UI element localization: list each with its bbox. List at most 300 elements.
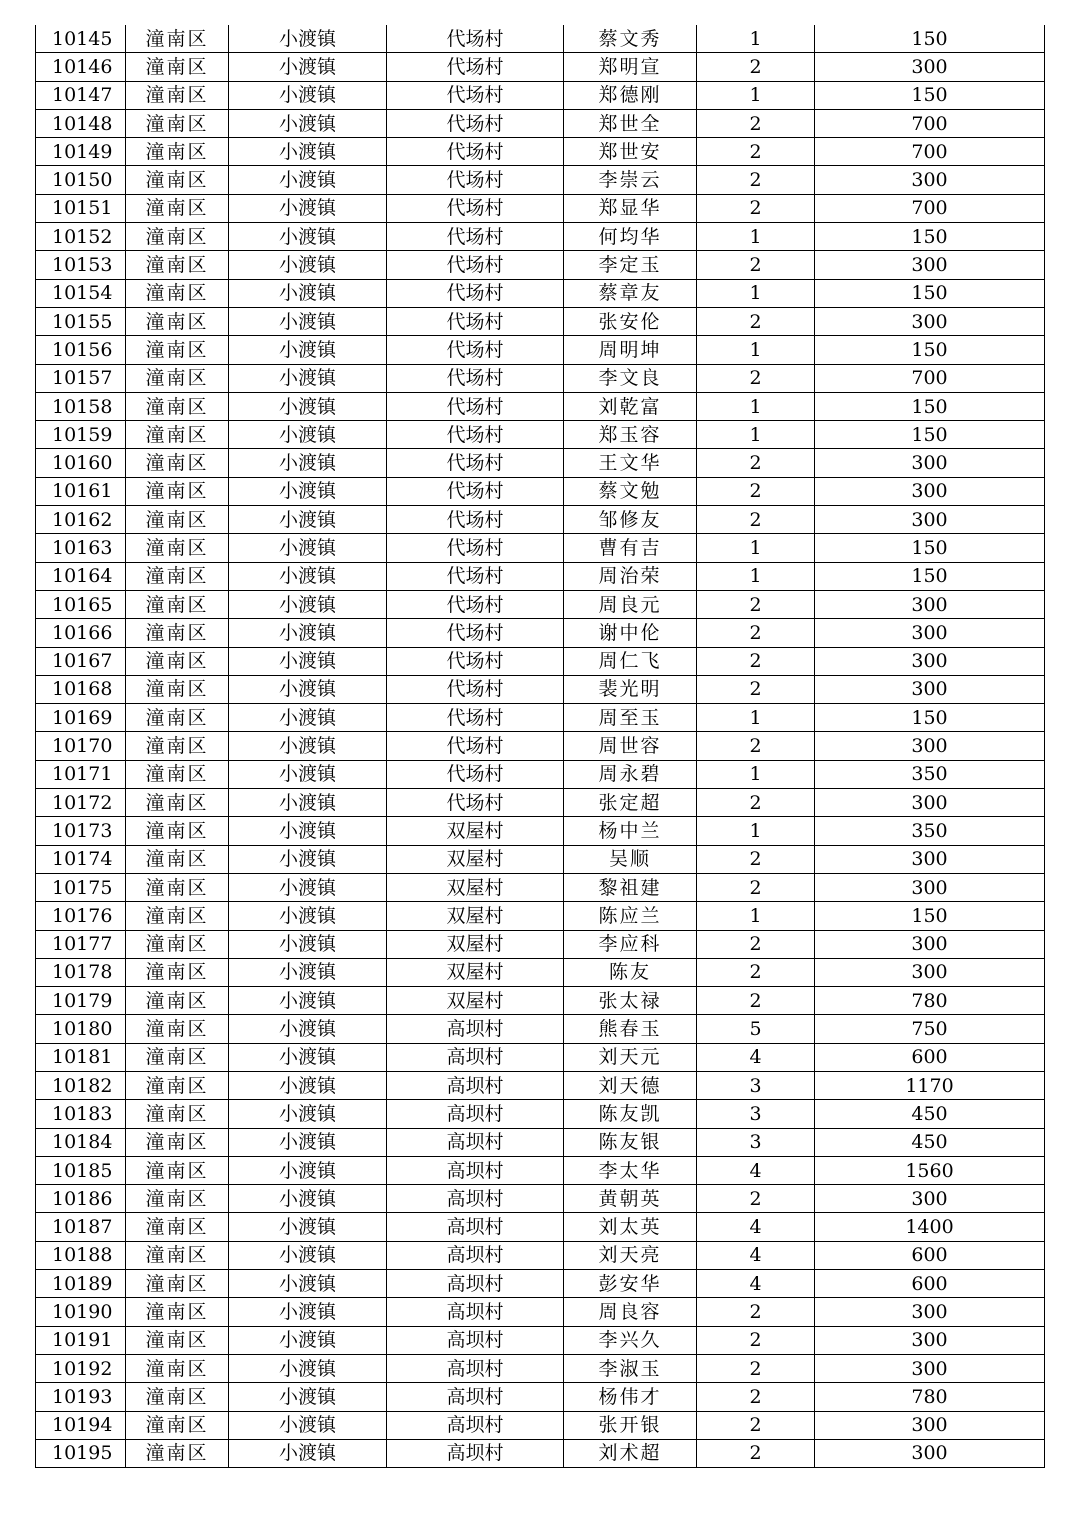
district-cell: 潼南区 [126, 619, 229, 647]
village-cell: 双屋村 [387, 873, 564, 901]
name-cell: 周良容 [564, 1298, 697, 1326]
name-cell: 周仁飞 [564, 647, 697, 675]
town-cell: 小渡镇 [229, 109, 387, 137]
district-cell: 潼南区 [126, 1071, 229, 1099]
table-row [36, 760, 1045, 788]
table-row [36, 53, 1045, 81]
serial-number-cell: 10170 [36, 732, 126, 760]
town-cell: 小渡镇 [229, 562, 387, 590]
household-size-cell: 1 [697, 25, 815, 53]
serial-number-cell: 10168 [36, 675, 126, 703]
household-size-cell: 1 [697, 902, 815, 930]
household-size-cell: 2 [697, 987, 815, 1015]
amount-cell: 700 [815, 194, 1045, 222]
table-row [36, 732, 1045, 760]
village-cell: 高坝村 [387, 1100, 564, 1128]
village-cell: 代场村 [387, 562, 564, 590]
amount-cell: 700 [815, 364, 1045, 392]
table-row [36, 364, 1045, 392]
name-cell: 周永碧 [564, 760, 697, 788]
serial-number-cell: 10146 [36, 53, 126, 81]
serial-number-cell: 10190 [36, 1298, 126, 1326]
town-cell: 小渡镇 [229, 392, 387, 420]
town-cell: 小渡镇 [229, 873, 387, 901]
name-cell: 刘术超 [564, 1439, 697, 1467]
district-cell: 潼南区 [126, 987, 229, 1015]
village-cell: 代场村 [387, 223, 564, 251]
village-cell: 代场村 [387, 760, 564, 788]
serial-number-cell: 10172 [36, 789, 126, 817]
town-cell: 小渡镇 [229, 789, 387, 817]
household-size-cell: 1 [697, 392, 815, 420]
amount-cell: 300 [815, 1326, 1045, 1354]
table-row [36, 506, 1045, 534]
household-size-cell: 2 [697, 53, 815, 81]
serial-number-cell: 10192 [36, 1354, 126, 1382]
table-row [36, 477, 1045, 505]
table-row [36, 223, 1045, 251]
household-size-cell: 1 [697, 704, 815, 732]
village-cell: 高坝村 [387, 1383, 564, 1411]
serial-number-cell: 10166 [36, 619, 126, 647]
name-cell: 张开银 [564, 1411, 697, 1439]
name-cell: 陈友银 [564, 1128, 697, 1156]
district-cell: 潼南区 [126, 902, 229, 930]
name-cell: 李兴久 [564, 1326, 697, 1354]
serial-number-cell: 10157 [36, 364, 126, 392]
district-cell: 潼南区 [126, 1383, 229, 1411]
district-cell: 潼南区 [126, 1185, 229, 1213]
village-cell: 代场村 [387, 449, 564, 477]
village-cell: 高坝村 [387, 1128, 564, 1156]
table-row [36, 1411, 1045, 1439]
town-cell: 小渡镇 [229, 704, 387, 732]
name-cell: 李崇云 [564, 166, 697, 194]
household-size-cell: 2 [697, 930, 815, 958]
serial-number-cell: 10167 [36, 647, 126, 675]
village-cell: 双屋村 [387, 845, 564, 873]
amount-cell: 350 [815, 817, 1045, 845]
table-row [36, 1156, 1045, 1184]
household-size-cell: 5 [697, 1015, 815, 1043]
serial-number-cell: 10147 [36, 81, 126, 109]
serial-number-cell: 10148 [36, 109, 126, 137]
name-cell: 蔡文秀 [564, 25, 697, 53]
household-size-cell: 1 [697, 421, 815, 449]
village-cell: 代场村 [387, 789, 564, 817]
serial-number-cell: 10194 [36, 1411, 126, 1439]
amount-cell: 300 [815, 619, 1045, 647]
name-cell: 刘天亮 [564, 1241, 697, 1269]
name-cell: 郑德刚 [564, 81, 697, 109]
district-cell: 潼南区 [126, 194, 229, 222]
serial-number-cell: 10169 [36, 704, 126, 732]
name-cell: 李淑玉 [564, 1354, 697, 1382]
household-size-cell: 2 [697, 194, 815, 222]
household-size-cell: 2 [697, 647, 815, 675]
household-size-cell: 4 [697, 1213, 815, 1241]
village-cell: 代场村 [387, 109, 564, 137]
name-cell: 杨中兰 [564, 817, 697, 845]
town-cell: 小渡镇 [229, 1071, 387, 1099]
name-cell: 郑显华 [564, 194, 697, 222]
town-cell: 小渡镇 [229, 194, 387, 222]
household-size-cell: 2 [697, 873, 815, 901]
serial-number-cell: 10176 [36, 902, 126, 930]
town-cell: 小渡镇 [229, 25, 387, 53]
town-cell: 小渡镇 [229, 1354, 387, 1382]
village-cell: 双屋村 [387, 817, 564, 845]
name-cell: 陈友 [564, 958, 697, 986]
district-cell: 潼南区 [126, 845, 229, 873]
household-size-cell: 2 [697, 958, 815, 986]
table-row [36, 817, 1045, 845]
serial-number-cell: 10177 [36, 930, 126, 958]
serial-number-cell: 10186 [36, 1185, 126, 1213]
town-cell: 小渡镇 [229, 138, 387, 166]
serial-number-cell: 10188 [36, 1241, 126, 1269]
table-row [36, 109, 1045, 137]
amount-cell: 450 [815, 1100, 1045, 1128]
serial-number-cell: 10152 [36, 223, 126, 251]
village-cell: 高坝村 [387, 1354, 564, 1382]
household-size-cell: 4 [697, 1241, 815, 1269]
district-cell: 潼南区 [126, 590, 229, 618]
town-cell: 小渡镇 [229, 1411, 387, 1439]
name-cell: 蔡文勉 [564, 477, 697, 505]
amount-cell: 350 [815, 760, 1045, 788]
serial-number-cell: 10189 [36, 1270, 126, 1298]
name-cell: 张安伦 [564, 307, 697, 335]
table-row [36, 81, 1045, 109]
district-cell: 潼南区 [126, 81, 229, 109]
table-row [36, 307, 1045, 335]
serial-number-cell: 10179 [36, 987, 126, 1015]
village-cell: 高坝村 [387, 1298, 564, 1326]
village-cell: 双屋村 [387, 987, 564, 1015]
serial-number-cell: 10158 [36, 392, 126, 420]
town-cell: 小渡镇 [229, 1015, 387, 1043]
name-cell: 蔡章友 [564, 279, 697, 307]
district-cell: 潼南区 [126, 364, 229, 392]
amount-cell: 300 [815, 53, 1045, 81]
town-cell: 小渡镇 [229, 1156, 387, 1184]
serial-number-cell: 10165 [36, 590, 126, 618]
household-size-cell: 2 [697, 307, 815, 335]
district-cell: 潼南区 [126, 336, 229, 364]
name-cell: 谢中伦 [564, 619, 697, 647]
town-cell: 小渡镇 [229, 336, 387, 364]
serial-number-cell: 10187 [36, 1213, 126, 1241]
serial-number-cell: 10184 [36, 1128, 126, 1156]
household-size-cell: 2 [697, 1354, 815, 1382]
household-size-cell: 2 [697, 1326, 815, 1354]
serial-number-cell: 10155 [36, 307, 126, 335]
name-cell: 杨伟才 [564, 1383, 697, 1411]
amount-cell: 300 [815, 732, 1045, 760]
name-cell: 何均华 [564, 223, 697, 251]
household-size-cell: 2 [697, 675, 815, 703]
amount-cell: 1400 [815, 1213, 1045, 1241]
amount-cell: 300 [815, 251, 1045, 279]
name-cell: 周至玉 [564, 704, 697, 732]
town-cell: 小渡镇 [229, 251, 387, 279]
household-size-cell: 2 [697, 1411, 815, 1439]
village-cell: 代场村 [387, 364, 564, 392]
serial-number-cell: 10191 [36, 1326, 126, 1354]
amount-cell: 300 [815, 477, 1045, 505]
table-row [36, 421, 1045, 449]
table-row [36, 1185, 1045, 1213]
town-cell: 小渡镇 [229, 279, 387, 307]
town-cell: 小渡镇 [229, 930, 387, 958]
table-row [36, 704, 1045, 732]
district-cell: 潼南区 [126, 279, 229, 307]
district-cell: 潼南区 [126, 1128, 229, 1156]
district-cell: 潼南区 [126, 675, 229, 703]
village-cell: 代场村 [387, 392, 564, 420]
table-row [36, 534, 1045, 562]
household-size-cell: 2 [697, 138, 815, 166]
household-size-cell: 2 [697, 1298, 815, 1326]
name-cell: 黎祖建 [564, 873, 697, 901]
district-cell: 潼南区 [126, 1043, 229, 1071]
town-cell: 小渡镇 [229, 647, 387, 675]
serial-number-cell: 10149 [36, 138, 126, 166]
amount-cell: 150 [815, 81, 1045, 109]
district-cell: 潼南区 [126, 562, 229, 590]
serial-number-cell: 10160 [36, 449, 126, 477]
village-cell: 高坝村 [387, 1411, 564, 1439]
name-cell: 郑世安 [564, 138, 697, 166]
household-size-cell: 2 [697, 1383, 815, 1411]
town-cell: 小渡镇 [229, 1241, 387, 1269]
household-size-cell: 2 [697, 590, 815, 618]
household-size-cell: 2 [697, 477, 815, 505]
amount-cell: 300 [815, 958, 1045, 986]
table-row [36, 1213, 1045, 1241]
table-row [36, 675, 1045, 703]
household-size-cell: 1 [697, 336, 815, 364]
serial-number-cell: 10195 [36, 1439, 126, 1467]
town-cell: 小渡镇 [229, 307, 387, 335]
district-cell: 潼南区 [126, 817, 229, 845]
name-cell: 周治荣 [564, 562, 697, 590]
town-cell: 小渡镇 [229, 1185, 387, 1213]
name-cell: 周良元 [564, 590, 697, 618]
amount-cell: 700 [815, 138, 1045, 166]
town-cell: 小渡镇 [229, 817, 387, 845]
village-cell: 高坝村 [387, 1270, 564, 1298]
table-row [36, 987, 1045, 1015]
amount-cell: 300 [815, 1354, 1045, 1382]
district-cell: 潼南区 [126, 1354, 229, 1382]
name-cell: 裴光明 [564, 675, 697, 703]
town-cell: 小渡镇 [229, 1326, 387, 1354]
district-cell: 潼南区 [126, 789, 229, 817]
town-cell: 小渡镇 [229, 449, 387, 477]
amount-cell: 300 [815, 307, 1045, 335]
town-cell: 小渡镇 [229, 675, 387, 703]
household-size-cell: 1 [697, 223, 815, 251]
amount-cell: 300 [815, 1411, 1045, 1439]
amount-cell: 300 [815, 506, 1045, 534]
amount-cell: 150 [815, 704, 1045, 732]
village-cell: 代场村 [387, 53, 564, 81]
district-cell: 潼南区 [126, 1439, 229, 1467]
village-cell: 双屋村 [387, 902, 564, 930]
town-cell: 小渡镇 [229, 223, 387, 251]
amount-cell: 150 [815, 562, 1045, 590]
household-size-cell: 2 [697, 364, 815, 392]
town-cell: 小渡镇 [229, 1383, 387, 1411]
name-cell: 周世容 [564, 732, 697, 760]
name-cell: 郑明宣 [564, 53, 697, 81]
amount-cell: 600 [815, 1241, 1045, 1269]
table-row [36, 789, 1045, 817]
district-cell: 潼南区 [126, 307, 229, 335]
household-size-cell: 2 [697, 449, 815, 477]
amount-cell: 750 [815, 1015, 1045, 1043]
district-cell: 潼南区 [126, 873, 229, 901]
district-cell: 潼南区 [126, 53, 229, 81]
name-cell: 吴顺 [564, 845, 697, 873]
town-cell: 小渡镇 [229, 902, 387, 930]
table-row [36, 1071, 1045, 1099]
household-size-cell: 2 [697, 251, 815, 279]
district-cell: 潼南区 [126, 506, 229, 534]
table-row [36, 958, 1045, 986]
serial-number-cell: 10181 [36, 1043, 126, 1071]
village-cell: 代场村 [387, 619, 564, 647]
amount-cell: 300 [815, 590, 1045, 618]
amount-cell: 300 [815, 1298, 1045, 1326]
district-cell: 潼南区 [126, 392, 229, 420]
village-cell: 代场村 [387, 25, 564, 53]
household-size-cell: 1 [697, 534, 815, 562]
district-cell: 潼南区 [126, 1015, 229, 1043]
table-row [36, 1298, 1045, 1326]
serial-number-cell: 10154 [36, 279, 126, 307]
serial-number-cell: 10164 [36, 562, 126, 590]
amount-cell: 600 [815, 1270, 1045, 1298]
town-cell: 小渡镇 [229, 364, 387, 392]
serial-number-cell: 10162 [36, 506, 126, 534]
household-size-cell: 2 [697, 619, 815, 647]
name-cell: 周明坤 [564, 336, 697, 364]
village-cell: 代场村 [387, 421, 564, 449]
table-row [36, 251, 1045, 279]
district-cell: 潼南区 [126, 1241, 229, 1269]
district-cell: 潼南区 [126, 1411, 229, 1439]
household-size-cell: 2 [697, 166, 815, 194]
village-cell: 高坝村 [387, 1071, 564, 1099]
table-row [36, 590, 1045, 618]
household-size-cell: 2 [697, 1185, 815, 1213]
village-cell: 代场村 [387, 534, 564, 562]
district-cell: 潼南区 [126, 534, 229, 562]
household-size-cell: 2 [697, 845, 815, 873]
town-cell: 小渡镇 [229, 958, 387, 986]
table-row [36, 1128, 1045, 1156]
serial-number-cell: 10185 [36, 1156, 126, 1184]
town-cell: 小渡镇 [229, 619, 387, 647]
table-row [36, 336, 1045, 364]
serial-number-cell: 10183 [36, 1100, 126, 1128]
household-size-cell: 2 [697, 732, 815, 760]
household-size-cell: 1 [697, 81, 815, 109]
table-row [36, 902, 1045, 930]
village-cell: 代场村 [387, 675, 564, 703]
town-cell: 小渡镇 [229, 1213, 387, 1241]
district-cell: 潼南区 [126, 647, 229, 675]
district-cell: 潼南区 [126, 477, 229, 505]
town-cell: 小渡镇 [229, 1100, 387, 1128]
town-cell: 小渡镇 [229, 166, 387, 194]
table-row [36, 930, 1045, 958]
name-cell: 张定超 [564, 789, 697, 817]
table-row [36, 1043, 1045, 1071]
district-cell: 潼南区 [126, 25, 229, 53]
village-cell: 代场村 [387, 81, 564, 109]
household-size-cell: 1 [697, 817, 815, 845]
table-row [36, 1015, 1045, 1043]
serial-number-cell: 10150 [36, 166, 126, 194]
serial-number-cell: 10178 [36, 958, 126, 986]
table-row [36, 619, 1045, 647]
amount-cell: 150 [815, 223, 1045, 251]
amount-cell: 780 [815, 1383, 1045, 1411]
village-cell: 代场村 [387, 704, 564, 732]
table-row [36, 1354, 1045, 1382]
amount-cell: 300 [815, 449, 1045, 477]
town-cell: 小渡镇 [229, 1128, 387, 1156]
village-cell: 代场村 [387, 138, 564, 166]
amount-cell: 300 [815, 845, 1045, 873]
town-cell: 小渡镇 [229, 760, 387, 788]
village-cell: 代场村 [387, 166, 564, 194]
table-row [36, 1241, 1045, 1269]
name-cell: 李定玉 [564, 251, 697, 279]
household-table [35, 25, 1045, 1468]
district-cell: 潼南区 [126, 1298, 229, 1326]
name-cell: 李文良 [564, 364, 697, 392]
table-row [36, 562, 1045, 590]
household-size-cell: 2 [697, 506, 815, 534]
table-row [36, 873, 1045, 901]
town-cell: 小渡镇 [229, 590, 387, 618]
village-cell: 高坝村 [387, 1241, 564, 1269]
town-cell: 小渡镇 [229, 421, 387, 449]
household-size-cell: 2 [697, 1439, 815, 1467]
name-cell: 李应科 [564, 930, 697, 958]
table-row [36, 845, 1045, 873]
town-cell: 小渡镇 [229, 845, 387, 873]
table-body [36, 25, 1045, 1468]
village-cell: 高坝村 [387, 1439, 564, 1467]
town-cell: 小渡镇 [229, 506, 387, 534]
household-size-cell: 4 [697, 1270, 815, 1298]
district-cell: 潼南区 [126, 421, 229, 449]
document-page [35, 25, 1044, 1468]
district-cell: 潼南区 [126, 166, 229, 194]
village-cell: 代场村 [387, 732, 564, 760]
village-cell: 高坝村 [387, 1326, 564, 1354]
name-cell: 陈应兰 [564, 902, 697, 930]
amount-cell: 1560 [815, 1156, 1045, 1184]
amount-cell: 150 [815, 279, 1045, 307]
town-cell: 小渡镇 [229, 477, 387, 505]
